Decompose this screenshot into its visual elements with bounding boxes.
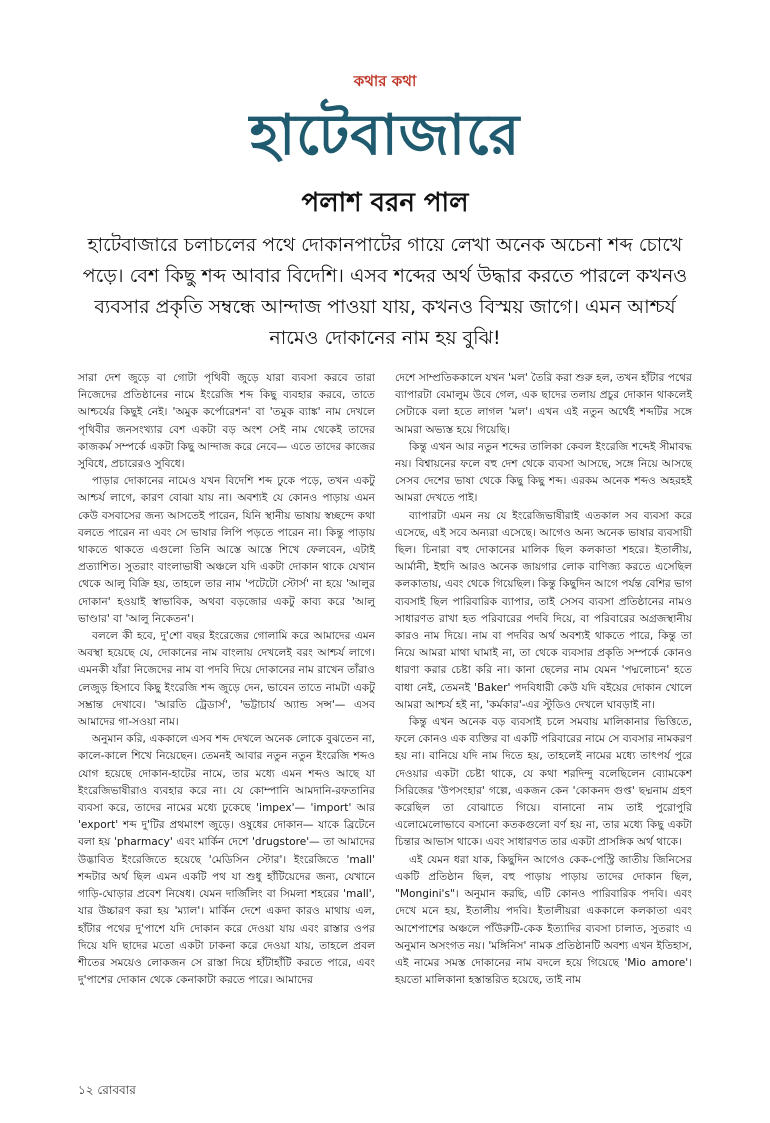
column-left [78,370,375,1070]
author-byline: পলাশ বরন পাল [301,188,469,218]
body-columns [78,370,692,1070]
paragraph: বললে কী হবে, দু'শো বছর ইংরেজের গোলামি করে আমাদের এমন অবস্থা হয়েছে যে, দোকানের নাম বাংলায় দেখলেই বরং আশ্চর্য লাগে। এমনকী যাঁরা নিজেদের নাম বা পদবি দিয়ে দোকানের নাম রাখেন তাঁরাও লেজুড় হিসাবে কিছু ইংরেজি শব্দ জুড়ে দেন, ভাবেন তাতে নামটা একটু সম্ভ্রান্ত দেখাবে। 'আরতি ট্রেডার্স', 'ভট্টাচার্য অ্যান্ড সন্স'— এসব আমাদের গা-সওয়া নাম। [78,630,375,729]
section-kicker: কথার কথা [353,72,417,90]
paragraph: সারা দেশ জুড়ে বা গোটা পৃথিবী জুড়ে যারা ব্যবসা করবে তারা নিজেদের প্রতিষ্ঠানের নামে ইংরেজি শব্দ কিছু ব্যবহার করবে, তাতে আশ্চর্যের কিছুই নেই। 'অমুক কর্পোরেশন' বা 'তমুক ব্যাঙ্ক' নাম দেখলে পৃথিবীর জনসংখ্যার বেশ একটা বড় অংশ সেই নাম থেকেই তাদের কাজকর্ম সম্পর্কে একটা কিছু আন্দাজ করে নেবে— এতে তাদের কাজের সুবিধে, প্রচারেরও সুবিধে। [78,372,375,471]
standfirst: হাটেবাজারে চলাচলের পথে দোকানপাটের গায়ে লেখা অনেক অচেনা শব্দ চোখে পড়ে। বেশ কিছু শব্দ আবার বিদেশি। এসব শব্দের অর্থ উদ্ধার করতে পারলে কখনও ব্যবসার প্রকৃতি সম্বন্ধে আন্দাজ পাওয়া যায়, কখনও বিস্ময় জাগে। এমন আশ্চর্য নামেও দোকানের নাম হয় বুঝি! [82,234,688,349]
paragraph: ব্যাপারটা এমন নয় যে ইংরেজিভাষীরাই এতকাল সব ব্যবসা করে এসেছে, এই সবে অন্যরা এসেছে। আগেও অন্য অনেক ভাষার ব্যবসায়ী ছিল। চিনারা বহু দোকানের মালিক ছিল কলকাতা শহরে। ইতালীয়, আর্মানী, ইহুদি আরও অনেক জায়গার লোক বাণিজ্য করতে এসেছিল কলকাতায়, এবং থেকে গিয়েছিল। কিন্তু কিছুদিন আগে পর্যন্ত বেশির ভাগ ব্যবসাই ছিল পারিবারিক ব্যাপার, তাই সেসব ব্যবসা প্রতিষ্ঠানের নামও সাধারণত রাখা হত পরিবারের পদবি দিয়ে, বা পরিবারের অগ্রজস্থানীয় কারও নাম দিয়ে। নাম বা পদবির অর্থ অবশ্যই থাকতে পারে, কিন্তু তা নিয়ে আমরা মাথা ঘামাই না, তা থেকে ব্যবসার প্রকৃতি সম্পর্কে কোনও ধারণা করার চেষ্টা করি না। কানা ছেলের নাম যেমন 'পদ্মলোচন' হতে বাধা নেই, তেমনই 'Baker' পদবিধারী কেউ যদি বইয়ের দোকান খোলে আমরা আশ্চর্য হই না, 'কর্মকার'-এর স্টুডিও দেখলে ঘাবড়াই না। [395,509,692,711]
column-right [395,370,692,1070]
paragraph: অনুমান করি, এককালে এসব শব্দ দেখলে অনেক লোকে বুঝতেন না, কালে-কালে শিখে নিয়েছেন। তেমনই আবার নতুন নতুন ইংরেজি শব্দও যোগ হয়েছে দোকান-হাটের নামে, তার মধ্যে এমন শব্দও আছে যা ইংরেজিভাষীরাও ব্যবহার করে না। যে কোম্পানি আমদানি-রফতানির ব্যবসা করে, তাদের নামের মধ্যে ঢুকেছে 'impex'— 'import' আর 'export' শব্দ দু'টির প্রথমাংশ জুড়ে। ওষুধের দোকান— যাকে ব্রিটেনে বলা হয় 'pharmacy' এবং মার্কিন দেশে 'drugstore'— তা আমাদের উদ্ভাবিত ইংরেজিতে হয়েছে 'মেডিসিন স্টোর'। ইংরেজিতে 'mall' শব্দটার অর্থ ছিল এমন একটি পথ যা শুধু হাঁটিয়েদের জন্য, যেখানে গাড়ি-ঘোড়ার প্রবেশ নিষেধ। যেমন দার্জিলিং বা সিমলা শহরের 'mall', যার উচ্চারণ করা হয় 'ম্যাল'। মার্কিন দেশে একদা কারও মাথায় এল, হাঁটার পথের দু'পাশে যদি দোকান করে দেওয়া যায় এবং রাস্তার ওপর দিয়ে যদি ছাদের মতো একটা ঢাকনা করে দেওয়া যায়, তাহলে প্রবল শীতের সময়েও লোকজন সে রাস্তা দিয়ে হাঁটাহাঁটি করতে পারে, এবং দু'পাশের দোকান থেকে কেনাকাটা করতে পারে। আমাদের [78,733,375,987]
page-footer: ১২ রোববার [78,1083,136,1097]
paragraph: এই যেমন ধরা যাক, কিছুদিন আগেও কেক-পেস্ট্রি জাতীয় জিনিসের একটি প্রতিষ্ঠান ছিল, বহু পাড়ায় পাড়ায় তাদের দোকান ছিল, "Mongini's"। অনুমান করছি, এটি কোনও পারিবারিক পদবি। এবং দেখে মনে হয়, ইতালীয় পদবি। ইতালীয়রা এককালে কলকাতা এবং আশেপাশের অঞ্চলে পাঁউরুটি-কেক ইত্যাদির ব্যবসা চালাত, সুতরাং এ অনুমান অসংগত নয়। 'মঙ্গিনিস' নামক প্রতিষ্ঠানটি অবশ্য এখন ইতিহাস, এই নামের সমস্ত দোকানের নাম বদলে হয়ে গিয়েছে 'Mio amore'। হয়তো মালিকানা হস্তান্তরিত হয়েছে, তাই নাম [395,853,692,987]
article-title: হাটেবাজারে [249,103,521,168]
paragraph: দেশে সাম্প্রতিককালে যখন 'মল' তৈরি করা শুরু হল, তখন হাঁটার পথের ব্যাপারটা বেমালুম উবে গেল, এক ছাদের তলায় প্রচুর দোকান থাকলেই সেটাকে বলা হতে লাগল 'মল'। এখন এই নতুন অর্থেই শব্দটির সঙ্গে আমরা অভ্যস্ত হয়ে গিয়েছি। [395,372,692,436]
paragraph: পাড়ার দোকানের নামেও যখন বিদেশি শব্দ ঢুকে পড়ে, তখন একটু আশ্চর্য লাগে, কারণ বোঝা যায় না। অবশ্যই যে কোনও পাড়ায় এমন কেউ বসবাসের জন্য আসতেই পারেন, যিনি স্থানীয় ভাষায় স্বচ্ছন্দে কথা বলতে পারেন না এবং সে ভাষার লিপি পড়তে পারেন না। কিন্তু পাড়ায় থাকতে থাকতে এগুলো তিনি আস্তে আস্তে শিখে ফেলবেন, এটাই প্রত্যাশিত। সুতরাং বাংলাভাষী অঞ্চলে যদি একটা দোকান থাকে যেখান থেকে আলু বিক্রি হয়, তাহলে তার নাম 'পটেটো স্টোর্স' না হয়ে 'আলুর দোকান' হওয়াই স্বাভাবিক, অথবা বড়জোর একটু কাব্য করে 'আলু ভাণ্ডার' বা 'আলু নিকেতন'। [78,475,375,625]
paragraph: কিন্তু এখন অনেক বড় ব্যবসাই চলে সমবায় মালিকানার ভিত্তিতে, ফলে কোনও এক ব্যক্তির বা একটি পরিবারের নামে সে ব্যবসার নামকরণ হয় না। বানিয়ে যদি নাম দিতে হয়, তাহলেই নামের মধ্যে তাৎপর্য পুরে দেওয়ার একটা চেষ্টা থাকে, যে কথা শরদিন্দু বলেছিলেন ব্যোমকেশ সিরিজের 'উপসংহার' গল্পে, একজন কেন 'কোকনদ গুপ্ত' ছদ্মনাম গ্রহণ করেছিল তা বোঝাতে গিয়ে। বানানো নাম তাই পুরোপুরি এলোমেলোভাবে বসানো কতকগুলো বর্ণ হয় না, তার মধ্যে কিছু একটা চিন্তার আভাস থাকে। এবং সাধারণত তার একটা প্রাসঙ্গিক অর্থ থাকে। [395,716,692,849]
paragraph: কিন্তু এখন আর নতুন শব্দের তালিকা কেবল ইংরেজি শব্দেই সীমাবদ্ধ নয়। বিশ্বায়নের ফলে বহু দেশ থেকে ব্যবসা আসছে, সঙ্গে নিয়ে আসছে সেসব দেশের ভাষা থেকে কিছু কিছু শব্দ। এরকম অনেক শব্দও অহরহই আমরা দেখতে পাই। [395,440,692,505]
